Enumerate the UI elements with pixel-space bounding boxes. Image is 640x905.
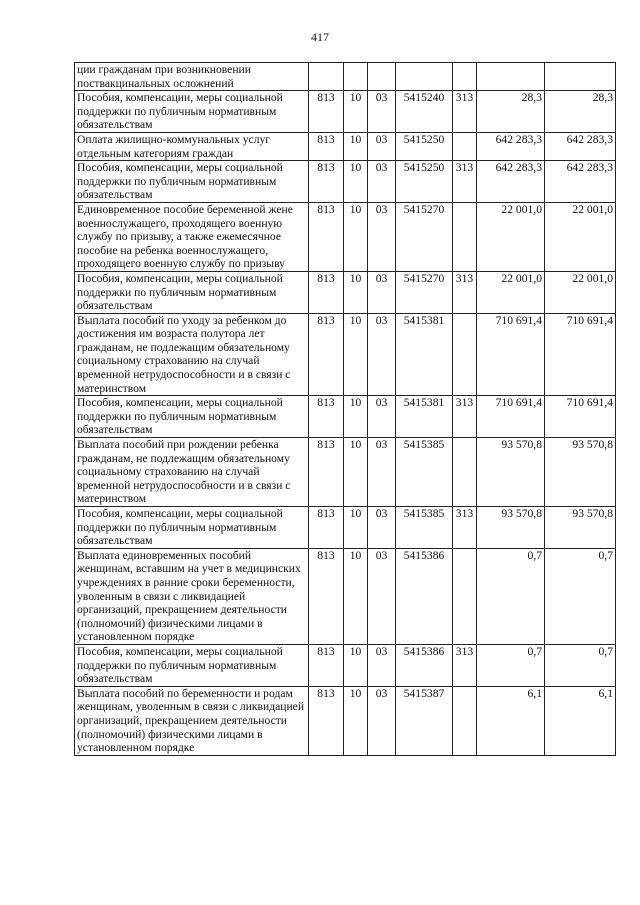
table-row (75, 63, 616, 91)
row-name-cell: ции гражданам при возникновении поствакцинальных осложнений (75, 63, 309, 91)
table-row (75, 507, 616, 549)
amount-cell-1: 0,7 (477, 644, 545, 686)
ministry-code-cell: 813 (309, 548, 344, 644)
expense-type-cell: 313 (453, 271, 477, 313)
ministry-code-cell: 813 (309, 313, 344, 396)
section-code-cell: 10 (344, 438, 368, 507)
amount-cell-1: 93 570,8 (477, 438, 545, 507)
target-article-cell: 5415386 (396, 548, 453, 644)
amount-cell-2: 93 570,8 (545, 438, 616, 507)
section-code-cell: 10 (344, 132, 368, 160)
table-row (75, 271, 616, 313)
amount-cell-1: 710 691,4 (477, 313, 545, 396)
subsection-code-cell: 03 (368, 686, 396, 755)
table-row (75, 396, 616, 438)
target-article-cell: 5415381 (396, 396, 453, 438)
section-code-cell: 10 (344, 396, 368, 438)
ministry-code-cell: 813 (309, 396, 344, 438)
section-code-cell: 10 (344, 202, 368, 271)
ministry-code-cell: 813 (309, 91, 344, 133)
expense-type-cell (453, 202, 477, 271)
amount-cell-1: 93 570,8 (477, 507, 545, 549)
subsection-code-cell: 03 (368, 271, 396, 313)
ministry-code-cell (309, 63, 344, 91)
expense-type-cell (453, 548, 477, 644)
row-name-cell: Пособия, компенсации, меры социальной поддержки по публичным нормативным обязательствам (75, 91, 309, 133)
table-row (75, 686, 616, 755)
row-name-cell: Пособия, компенсации, меры социальной поддержки по публичным нормативным обязательствам (75, 396, 309, 438)
target-article-cell (396, 63, 453, 91)
row-name-cell: Оплата жилищно-коммунальных услуг отдельным категориям граждан (75, 132, 309, 160)
section-code-cell: 10 (344, 91, 368, 133)
amount-cell-1: 22 001,0 (477, 271, 545, 313)
expense-type-cell: 313 (453, 507, 477, 549)
ministry-code-cell: 813 (309, 161, 344, 203)
amount-cell-1: 6,1 (477, 686, 545, 755)
table-row (75, 132, 616, 160)
subsection-code-cell: 03 (368, 438, 396, 507)
target-article-cell: 5415385 (396, 507, 453, 549)
ministry-code-cell: 813 (309, 686, 344, 755)
amount-cell-1: 22 001,0 (477, 202, 545, 271)
section-code-cell: 10 (344, 271, 368, 313)
table-row (75, 438, 616, 507)
amount-cell-2: 22 001,0 (545, 271, 616, 313)
subsection-code-cell: 03 (368, 161, 396, 203)
row-name-cell: Выплата единовременных пособий женщинам, вставшим на учет в медицинских учреждениях в ранние сроки беременности, уволенным в связи с ликвидацией организаций, прекращением деятельности (полномочий) физическими лицами в установленном порядке (75, 548, 309, 644)
subsection-code-cell: 03 (368, 548, 396, 644)
section-code-cell: 10 (344, 686, 368, 755)
expense-type-cell (453, 438, 477, 507)
target-article-cell: 5415386 (396, 644, 453, 686)
page-number: 417 (311, 30, 329, 44)
row-name-cell: Пособия, компенсации, меры социальной поддержки по публичным нормативным обязательствам (75, 271, 309, 313)
amount-cell-2: 0,7 (545, 644, 616, 686)
table-row (75, 313, 616, 396)
subsection-code-cell: 03 (368, 202, 396, 271)
subsection-code-cell: 03 (368, 507, 396, 549)
row-name-cell: Выплата пособий по уходу за ребенком до достижения им возраста полутора лет гражданам, не подлежащим обязательному социальному страхованию на случай временной нетрудоспособности и в связи с материнством (75, 313, 309, 396)
expense-type-cell (453, 313, 477, 396)
section-code-cell: 10 (344, 313, 368, 396)
amount-cell-2: 28,3 (545, 91, 616, 133)
subsection-code-cell: 03 (368, 313, 396, 396)
expense-type-cell (453, 63, 477, 91)
amount-cell-2: 710 691,4 (545, 396, 616, 438)
ministry-code-cell: 813 (309, 644, 344, 686)
amount-cell-1: 28,3 (477, 91, 545, 133)
amount-cell-1 (477, 63, 545, 91)
subsection-code-cell: 03 (368, 396, 396, 438)
amount-cell-2: 642 283,3 (545, 132, 616, 160)
budget-table (74, 62, 616, 756)
ministry-code-cell: 813 (309, 438, 344, 507)
target-article-cell: 5415381 (396, 313, 453, 396)
target-article-cell: 5415250 (396, 132, 453, 160)
amount-cell-2: 710 691,4 (545, 313, 616, 396)
target-article-cell: 5415240 (396, 91, 453, 133)
section-code-cell (344, 63, 368, 91)
amount-cell-1: 710 691,4 (477, 396, 545, 438)
row-name-cell: Выплата пособий при рождении ребенка гражданам, не подлежащим обязательному социальному страхованию на случай временной нетрудоспособности и в связи с материнством (75, 438, 309, 507)
target-article-cell: 5415270 (396, 271, 453, 313)
target-article-cell: 5415250 (396, 161, 453, 203)
expense-type-cell: 313 (453, 91, 477, 133)
amount-cell-2: 22 001,0 (545, 202, 616, 271)
section-code-cell: 10 (344, 161, 368, 203)
amount-cell-2: 642 283,3 (545, 161, 616, 203)
subsection-code-cell: 03 (368, 91, 396, 133)
section-code-cell: 10 (344, 644, 368, 686)
target-article-cell: 5415387 (396, 686, 453, 755)
expense-type-cell: 313 (453, 396, 477, 438)
amount-cell-2 (545, 63, 616, 91)
target-article-cell: 5415385 (396, 438, 453, 507)
ministry-code-cell: 813 (309, 271, 344, 313)
amount-cell-2: 93 570,8 (545, 507, 616, 549)
row-name-cell: Единовременное пособие беременной жене военнослужащего, проходящего военную службу по призыву, а также ежемесячное пособие на ребенка военнослужащего, проходящего военную службу по призыву (75, 202, 309, 271)
target-article-cell: 5415270 (396, 202, 453, 271)
row-name-cell: Пособия, компенсации, меры социальной поддержки по публичным нормативным обязательствам (75, 161, 309, 203)
expense-type-cell: 313 (453, 161, 477, 203)
section-code-cell: 10 (344, 507, 368, 549)
expense-type-cell (453, 132, 477, 160)
amount-cell-2: 0,7 (545, 548, 616, 644)
table-row (75, 548, 616, 644)
expense-type-cell: 313 (453, 644, 477, 686)
row-name-cell: Выплата пособий по беременности и родам женщинам, уволенным в связи с ликвидацией организаций, прекращением деятельности (полномочий) физическими лицами в установленном порядке (75, 686, 309, 755)
subsection-code-cell: 03 (368, 644, 396, 686)
expense-type-cell (453, 686, 477, 755)
table-row (75, 91, 616, 133)
ministry-code-cell: 813 (309, 202, 344, 271)
row-name-cell: Пособия, компенсации, меры социальной поддержки по публичным нормативным обязательствам (75, 644, 309, 686)
amount-cell-1: 642 283,3 (477, 132, 545, 160)
ministry-code-cell: 813 (309, 132, 344, 160)
table-row (75, 161, 616, 203)
section-code-cell: 10 (344, 548, 368, 644)
subsection-code-cell (368, 63, 396, 91)
ministry-code-cell: 813 (309, 507, 344, 549)
table-row (75, 644, 616, 686)
amount-cell-2: 6,1 (545, 686, 616, 755)
amount-cell-1: 0,7 (477, 548, 545, 644)
table-row (75, 202, 616, 271)
amount-cell-1: 642 283,3 (477, 161, 545, 203)
row-name-cell: Пособия, компенсации, меры социальной поддержки по публичным нормативным обязательствам (75, 507, 309, 549)
subsection-code-cell: 03 (368, 132, 396, 160)
